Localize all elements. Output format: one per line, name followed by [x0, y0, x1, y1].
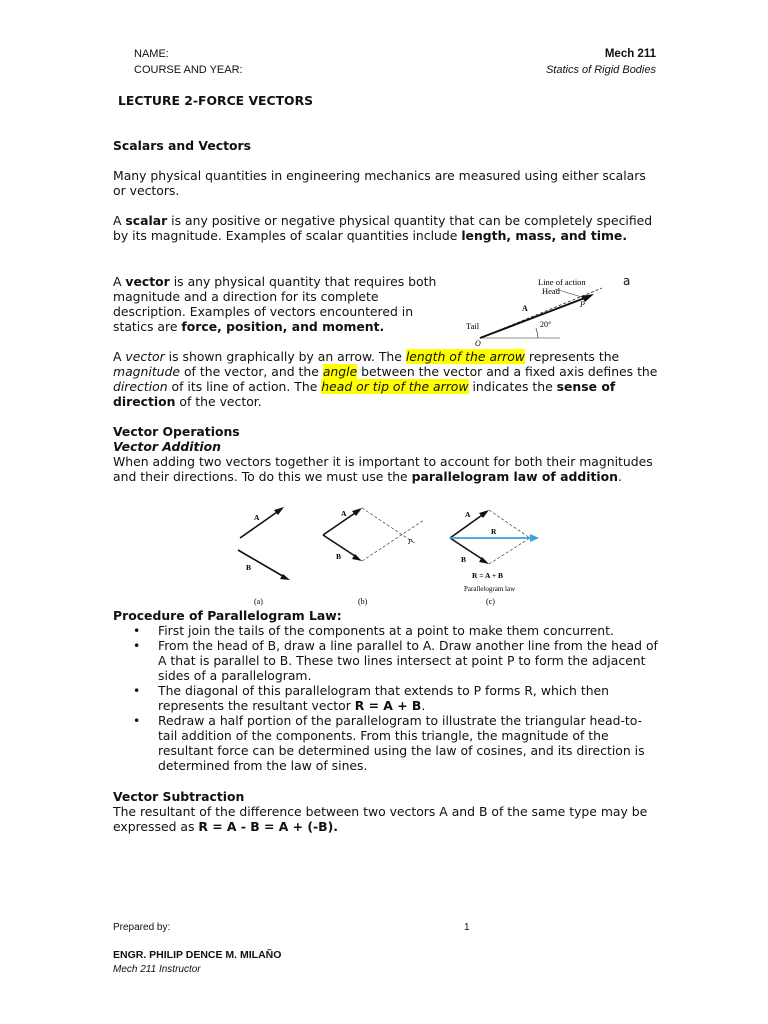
fig-b-caption: (b): [358, 597, 368, 606]
course-code: Mech 211: [604, 48, 656, 60]
vector-arrow-shaft: [480, 296, 590, 338]
course-title: Statics of Rigid Bodies: [545, 64, 656, 76]
fig-c-caption: (c): [486, 597, 495, 606]
intro-paragraph: Many physical quantities in engineering mechanics are measured using either scalars or vectors.: [113, 168, 646, 198]
parallelogram-figure: [228, 500, 543, 608]
vector-paragraph: A vector is any physical quantity that requires both magnitude and a direction for its complete description. Examples of vectors encountered in statics are force, position, and moment.: [113, 274, 437, 334]
label-origin-O: O: [475, 339, 481, 346]
fig-b-label-P: P: [408, 538, 413, 546]
label-head: Head: [542, 286, 560, 296]
fig-b-label-A: A: [341, 509, 347, 518]
name-label: NAME:: [134, 48, 169, 60]
fig-a-label-B: B: [246, 563, 252, 572]
fig-c-label-A: A: [465, 510, 471, 519]
vector-figure: [460, 276, 640, 346]
figure-part-c: [450, 510, 539, 606]
label-line-of-action: Line of action: [538, 277, 586, 287]
fig-c-label-R: R: [491, 527, 497, 536]
fig-b-label-B: B: [336, 552, 342, 561]
label-tail: Tail: [466, 321, 480, 331]
fig-a-label-A: A: [254, 513, 260, 522]
subtraction-paragraph: The resultant of the difference between two vectors A and B of the same type may be expressed as R = A - B = A + (-B).: [113, 804, 648, 834]
fig-c-law-label: Parallelogram law: [464, 585, 516, 593]
procedure-heading: Procedure of Parallelogram Law:: [113, 608, 342, 623]
list-item: • First join the tails of the components at a point to make them concurrent.: [133, 623, 614, 638]
course-year-label: COURSE AND YEAR:: [134, 64, 243, 76]
subheading-vector-addition: Vector Addition: [113, 439, 221, 454]
list-item: • The diagonal of this parallelogram that extends to P forms R, which then represents the resultant vector R = A + B.: [133, 683, 610, 713]
fig-c-label-B: B: [461, 555, 467, 564]
subtraction-heading: Vector Subtraction: [113, 789, 245, 804]
addition-paragraph: When adding two vectors together it is important to account for both their magnitudes and their directions. To do this we must use the parallelogram law of addition.: [113, 454, 653, 484]
prepared-by-label: Prepared by:: [113, 922, 171, 933]
figure-side-letter: a: [623, 274, 631, 288]
list-item: • From the head of B, draw a line parallel to A. Draw another line from the head of A that is parallel to B. These two lines intersect at point P to form the adjacent sides of a parallelogram.: [133, 638, 658, 683]
label-vector-A: A: [522, 304, 528, 313]
author-name: ENGR. PHILIP DENCE M. MILAÑO: [113, 949, 282, 961]
list-item: • Redraw a half portion of the parallelogram to illustrate the triangular head-to-tail addition of the components. From this triangle, the magnitude of the resultant force can be determined using the law of cosines, and its direction is determined from the law of sines.: [133, 713, 645, 773]
label-angle: 20°: [540, 320, 552, 329]
lecture-title: LECTURE 2-FORCE VECTORS: [118, 93, 314, 108]
procedure-list: [113, 623, 658, 773]
graphic-paragraph: A vector is shown graphically by an arrow. The length of the arrow represents the magnitude of the vector, and the angle between the vector and a fixed axis defines the direction of its line of action. The head or tip of the arrow indicates the sense of direction of the vector.: [113, 349, 658, 409]
figure-part-a: [238, 507, 290, 606]
fig-c-equation: R = A + B: [472, 571, 504, 580]
label-point-P: P: [580, 300, 585, 309]
figure-part-b: [323, 508, 424, 606]
author-role: Mech 211 Instructor: [113, 964, 201, 975]
section-heading-vector-operations: Vector Operations: [113, 424, 240, 439]
fig-a-caption: (a): [254, 597, 263, 606]
scalar-paragraph: A scalar is any positive or negative physical quantity that can be completely specified by its magnitude. Examples of scalar quantities include length, mass, and time.: [113, 213, 653, 243]
section-heading-scalars-vectors: Scalars and Vectors: [113, 138, 251, 153]
page-number: 1: [464, 922, 470, 933]
